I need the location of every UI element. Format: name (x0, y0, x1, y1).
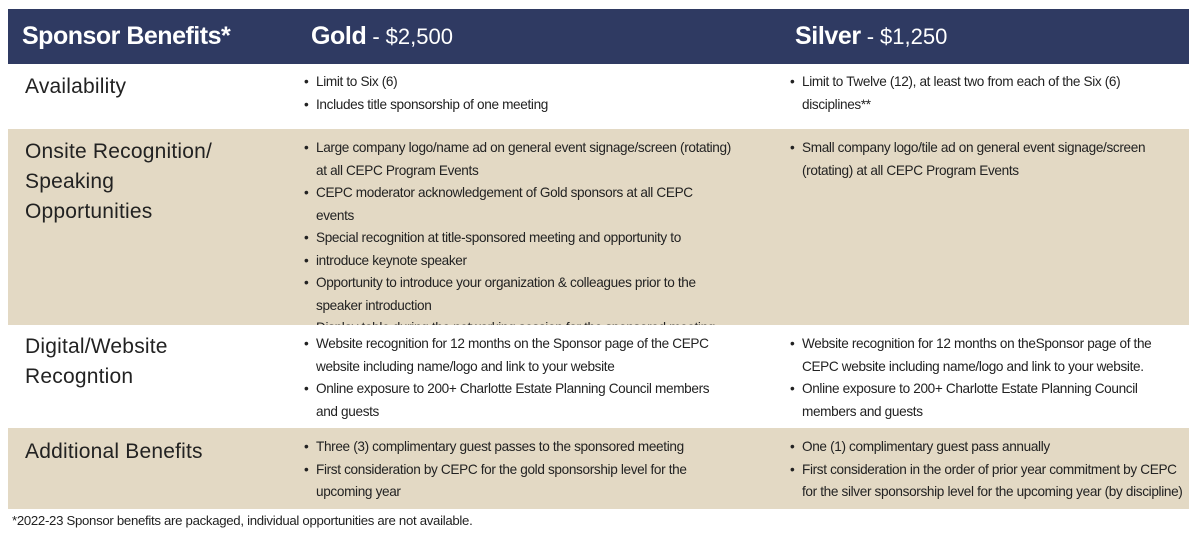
list-item: • CEPC moderator acknowledgement of Gold sponsors at all CEPC events (304, 182, 734, 227)
header-silver-tier (795, 9, 947, 64)
list-item: • Special recognition at title-sponsored meeting and opportunity to (304, 227, 734, 250)
list-item: • One (1) complimentary guest pass annually (790, 436, 1185, 459)
silver-tier-price: $1,250 (880, 23, 948, 49)
header-benefits-label: Sponsor Benefits* (22, 22, 231, 50)
list-item: • Website recognition for 12 months on the Sponsor page of the CEPC website including name/logo and link to your website (304, 333, 734, 378)
list-item: • Limit to Six (6) (304, 71, 734, 94)
sponsor-benefits-table (8, 9, 1189, 509)
row-digital-website (8, 325, 1189, 428)
gold-availability-list (304, 71, 734, 116)
gold-digital-list (304, 333, 734, 423)
footnote: *2022-23 Sponsor benefits are packaged, individual opportunities are not available. (12, 513, 473, 528)
list-item: • Limit to Twelve (12), at least two from each of the Six (6) disciplines** (790, 71, 1185, 116)
row-label-availability: Availability (25, 75, 127, 98)
list-item: • First consideration by CEPC for the gold sponsorship level for the upcoming year (304, 459, 734, 504)
row-label-digital-website: Digital/Website Recogntion (25, 335, 168, 388)
row-availability (8, 64, 1189, 129)
list-item: • Three (3) complimentary guest passes to the sponsored meeting (304, 436, 734, 459)
list-item: • Online exposure to 200+ Charlotte Estate Planning Council members and guests (790, 378, 1185, 423)
list-item: • Small company logo/tile ad on general event signage/screen (rotating) at all CEPC Program Events (790, 137, 1185, 182)
row-label-onsite-recognition: Onsite Recognition/ Speaking Opportunities (25, 140, 213, 223)
silver-additional-list (790, 436, 1185, 504)
gold-additional-list (304, 436, 734, 504)
list-item: • Large company logo/name ad on general event signage/screen (rotating) at all CEPC Program Events (304, 137, 734, 182)
silver-tier-name: Silver (795, 22, 861, 50)
list-item: • First consideration in the order of prior year commitment by CEPC for the silver sponsorship level for the upcoming year (by discipline) (790, 459, 1185, 504)
gold-tier-separator: - (372, 23, 380, 49)
list-item: • Website recognition for 12 months on theSponsor page of the CEPC website including name/logo and link to your website. (790, 333, 1185, 378)
table-header (8, 9, 1189, 64)
row-additional-benefits (8, 428, 1189, 509)
silver-tier-separator: - (866, 23, 875, 49)
list-item: • introduce keynote speaker (304, 250, 734, 273)
list-item: • Online exposure to 200+ Charlotte Estate Planning Council members and guests (304, 378, 734, 423)
gold-tier-price: $2,500 (385, 23, 453, 49)
header-gold-tier (311, 9, 453, 64)
silver-onsite-list (790, 137, 1185, 182)
row-onsite-recognition (8, 129, 1189, 325)
silver-availability-list (790, 71, 1185, 116)
list-item: • Opportunity to introduce your organization & colleagues prior to the speaker introduction (304, 272, 734, 317)
gold-tier-name: Gold (311, 22, 367, 50)
list-item: • Includes title sponsorship of one meeting (304, 94, 734, 117)
silver-digital-list (790, 333, 1185, 423)
gold-onsite-list (304, 137, 734, 340)
row-label-additional-benefits: Additional Benefits (25, 440, 203, 463)
